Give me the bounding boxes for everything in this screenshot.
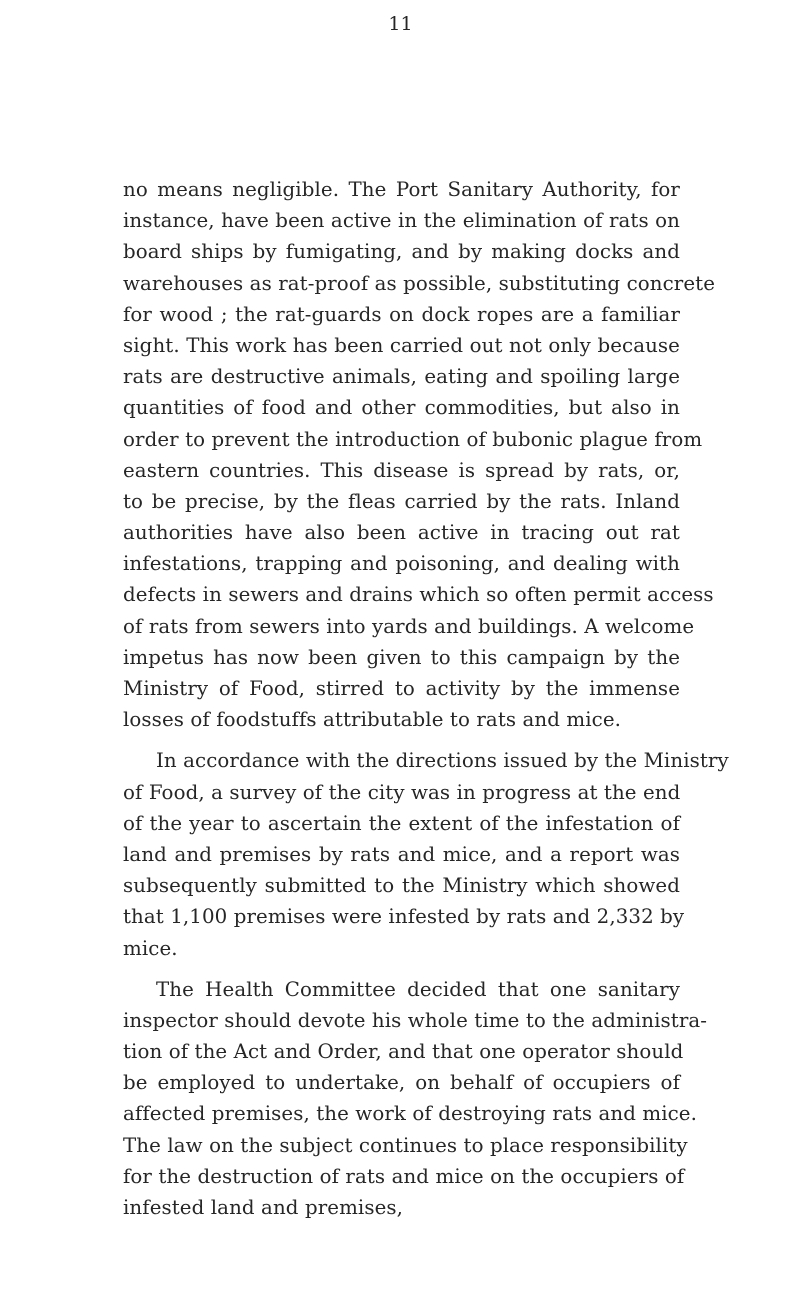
text-line: for wood ; the rat-guards on dock ropes are a familiar <box>123 302 680 326</box>
text-line: rats are destructive animals, eating and spoiling large <box>123 365 680 389</box>
text-line: eastern countries. This disease is spread by rats, or, <box>123 458 680 482</box>
text-line: Ministry of Food, stirred to activity by the immense <box>123 677 680 700</box>
text-line: subsequently submitted to the Ministry which showed <box>123 874 680 898</box>
text-line: instance, have been active in the elimination of rats on <box>123 209 680 233</box>
text-line: inspector should devote his whole time to the administra- <box>123 1008 708 1032</box>
text-line: warehouses as rat-proof as possible, substituting concrete <box>123 271 716 295</box>
text-line: sight. This work has been carried out not only because <box>123 333 680 357</box>
text-line: be employed to undertake, on behalf of occupiers of <box>123 1071 680 1095</box>
text-line: of rats from sewers into yards and buildings. A welcome <box>123 614 695 638</box>
text-line: In accordance with the directions issued by the Ministry <box>156 749 729 773</box>
body-text <box>123 174 729 1223</box>
text-line: infestations, trapping and poisoning, and dealing with <box>123 552 680 576</box>
text-line: authorities have also been active in tracing out rat <box>123 521 680 545</box>
text-line: no means negligible. The Port Sanitary Authority, for <box>123 178 680 201</box>
paragraph-ministry-survey <box>123 745 729 963</box>
text-line: for the destruction of rats and mice on the occupiers of <box>123 1164 685 1188</box>
paragraph-rat-control <box>123 174 716 735</box>
text-line: of the year to ascertain the extent of the infestation of <box>123 811 680 835</box>
text-line: infested land and premises, <box>123 1196 404 1219</box>
text-line: order to prevent the introduction of bubonic plague from <box>123 427 703 451</box>
text-line: mice. <box>123 936 178 960</box>
text-line: defects in sewers and drains which so often permit access <box>123 583 714 607</box>
text-line: land and premises by rats and mice, and a report was <box>123 842 680 866</box>
text-line: impetus has now been given to this campaign by the <box>123 645 680 669</box>
text-line: The Health Committee decided that one sanitary <box>156 977 680 1001</box>
paragraph-health-committee <box>123 974 708 1224</box>
text-line: tion of the Act and Order, and that one operator should <box>123 1040 684 1064</box>
text-line: affected premises, the work of destroying rats and mice. <box>123 1102 698 1126</box>
text-line: quantities of food and other commodities, but also in <box>123 396 680 420</box>
page-number: 11 <box>388 13 413 35</box>
text-line: of Food, a survey of the city was in progress at the end <box>123 780 681 804</box>
text-line: losses of foodstuffs attributable to rats and mice. <box>123 708 622 732</box>
text-line: board ships by fumigating, and by making docks and <box>123 240 680 264</box>
text-line: to be precise, by the fleas carried by the rats. Inland <box>123 489 680 513</box>
text-line: that 1,100 premises were infested by rats and 2,332 by <box>123 905 685 929</box>
text-line: The law on the subject continues to place responsibility <box>123 1133 688 1157</box>
